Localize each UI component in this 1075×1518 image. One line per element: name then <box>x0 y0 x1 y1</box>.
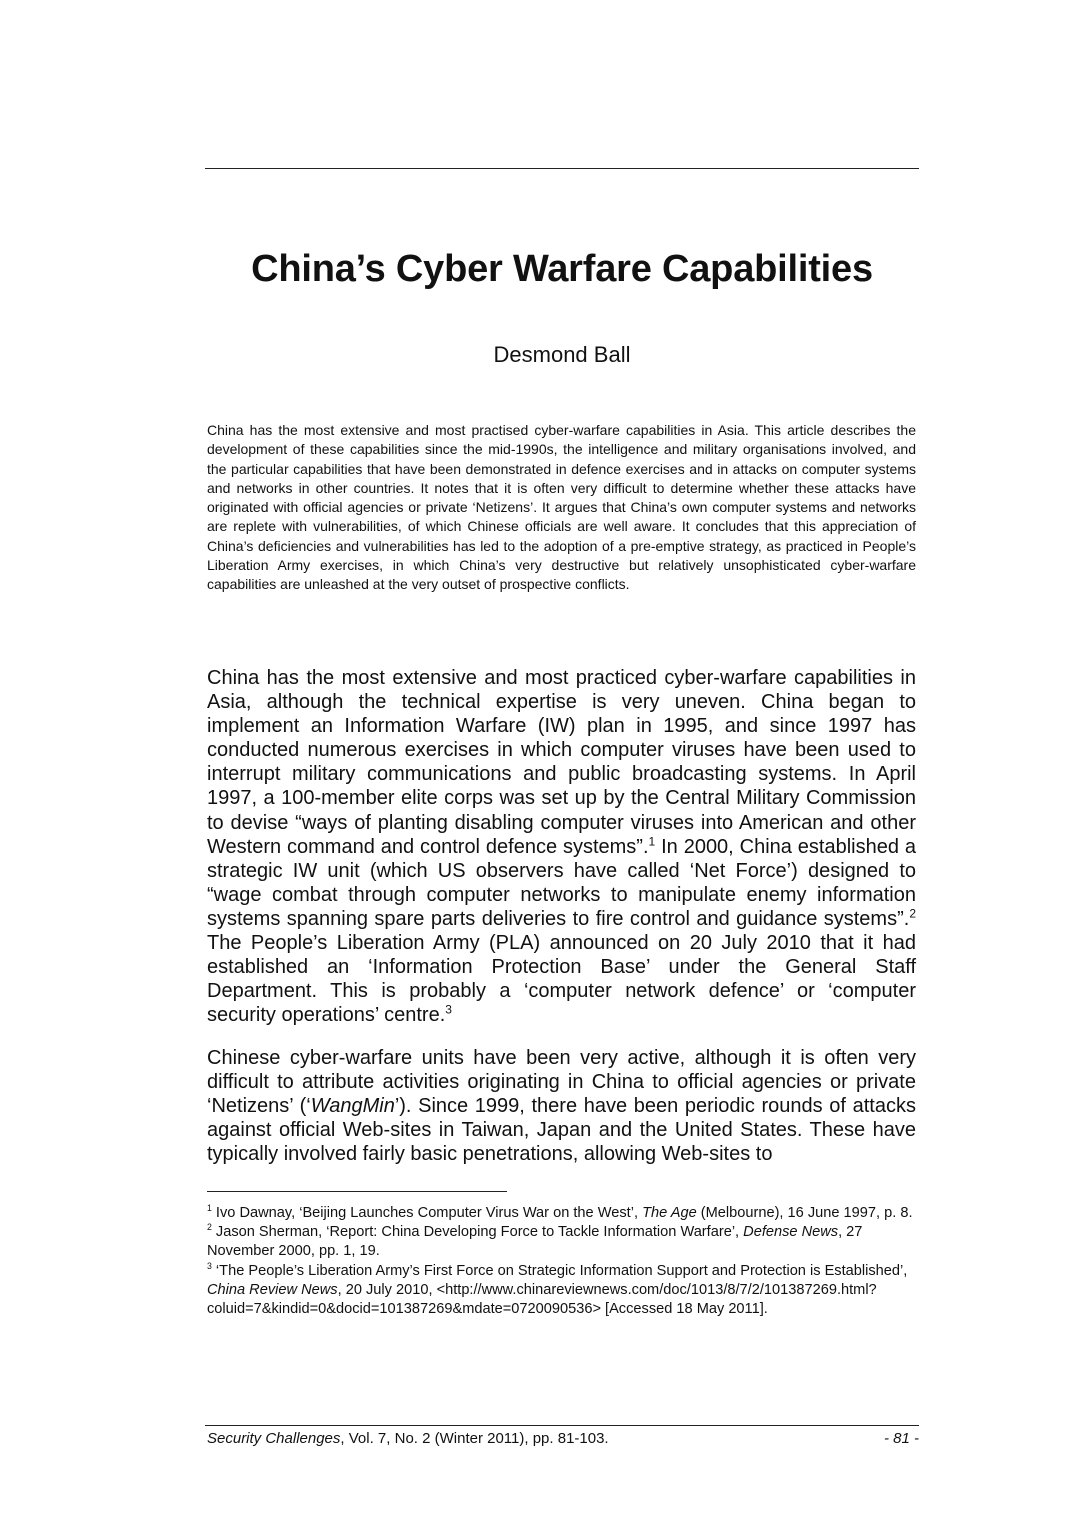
body-paragraph-2 <box>207 1046 916 1166</box>
footnote-2 <box>207 1223 919 1261</box>
italic-term: WangMin <box>310 1095 395 1118</box>
article-abstract: China has the most extensive and most practised cyber-warfare capabilities in Asia. This article describes the development of these capabilities since the mid-1990s, the intelligence and military organisations involved, and the particular capabilities that have been demonstrated in defence exercises and in attacks on computer systems and networks in other countries. It notes that it is often very difficult to determine whether these attacks have originated with official agencies or private ‘Netizens’. It argues that China’s own computer systems and networks are replete with vulnerabilities, of which Chinese officials are well aware. It concludes that this appreciation of China’s deficiencies and vulnerabilities has led to the adoption of a pre-emptive strategy, as practiced in People’s Liberation Army exercises, in which China’s very destructive but relatively unsophisticated cyber-warfare capabilities are unleashed at the very outset of prospective conflicts. <box>207 422 916 593</box>
body-text: Chinese cyber-warfare units have been very active, although it is often very difficult to attribute activities originating in China to official agencies or private ‘Netizens’ (‘ <box>207 1047 916 1118</box>
citation-details: , Vol. 7, No. 2 (Winter 2011), pp. 81-103. <box>340 1430 609 1447</box>
footnote-source: Defense News <box>743 1224 839 1241</box>
footnote-number: 3 <box>207 1260 212 1271</box>
footnote-text: (Melbourne), 16 June 1997, p. 8. <box>696 1205 913 1221</box>
journal-name: Security Challenges <box>207 1430 341 1447</box>
footnote-text: , 20 July 2010, <http://www.chinareviewnews.com/doc/1013/8/7/2/101387269.html?coluid=7&kindid=0&docid=101387269&mdate=0720090536> [Accessed 18 May 2011]. <box>207 1281 877 1318</box>
body-paragraph-1 <box>207 666 916 1027</box>
article-title: China’s Cyber Warfare Capabilities <box>251 248 873 290</box>
footer-citation <box>207 1430 609 1447</box>
footnote-ref-1: 1 <box>648 834 656 848</box>
footnote-1 <box>207 1204 919 1223</box>
body-text: China has the most extensive and most practiced cyber-warfare capabilities in Asia, although the technical expertise is very uneven. China began to implement an Information Warfare (IW) plan in 1995, and since 1997 has conducted numerous exercises in which computer viruses have been used to interrupt military communications and public broadcasting systems. In April 1997, a 100-member elite corps was set up by the Central Military Commission to devise “ways of planting disabling computer viruses into American and other Western command and control defence systems”. <box>207 667 916 858</box>
footnote-ref-2: 2 <box>909 906 916 921</box>
footnotes <box>207 1204 919 1319</box>
footnote-3 <box>207 1262 919 1320</box>
footnote-ref-3: 3 <box>445 1002 452 1017</box>
footnote-text: Jason Sherman, ‘Report: China Developing Force to Tackle Information Warfare’, <box>211 1224 744 1241</box>
footnote-source: The Age <box>642 1205 697 1221</box>
header-rule <box>205 168 919 169</box>
footnote-text: ‘The People’s Liberation Army’s First Force on Strategic Information Support and Protection is Established’, <box>211 1262 908 1279</box>
body-text: ’). Since 1999, there have been periodic rounds of attacks against official Web-sites in Taiwan, Japan and the United States. These have typically involved fairly basic penetrations, allowing Web-sites to <box>207 1095 916 1166</box>
page-number: - 81 - <box>883 1430 919 1447</box>
footnote-source: China Review News <box>207 1281 338 1298</box>
footnote-number: 1 <box>207 1203 212 1214</box>
article-author: Desmond Ball <box>493 342 631 367</box>
footnote-number: 2 <box>207 1222 212 1233</box>
footer-rule <box>205 1425 919 1426</box>
body-text: In 2000, China established a strategic IW unit (which US observers have called ‘Net Force’) designed to “wage combat through computer networks to manipulate enemy information systems spanning spare parts deliveries to fire control and guidance systems”. <box>207 835 916 930</box>
footnote-text: , 27 November 2000, pp. 1, 19. <box>207 1224 863 1260</box>
footnote-separator <box>207 1191 507 1192</box>
footnote-text: Ivo Dawnay, ‘Beijing Launches Computer Virus War on the West’, <box>211 1205 643 1221</box>
body-text: The People’s Liberation Army (PLA) announced on 20 July 2010 that it had established an ‘Information Protection Base’ under the General Staff Department. This is probably a ‘computer network defence’ or ‘computer security operations’ centre. <box>207 932 916 1027</box>
